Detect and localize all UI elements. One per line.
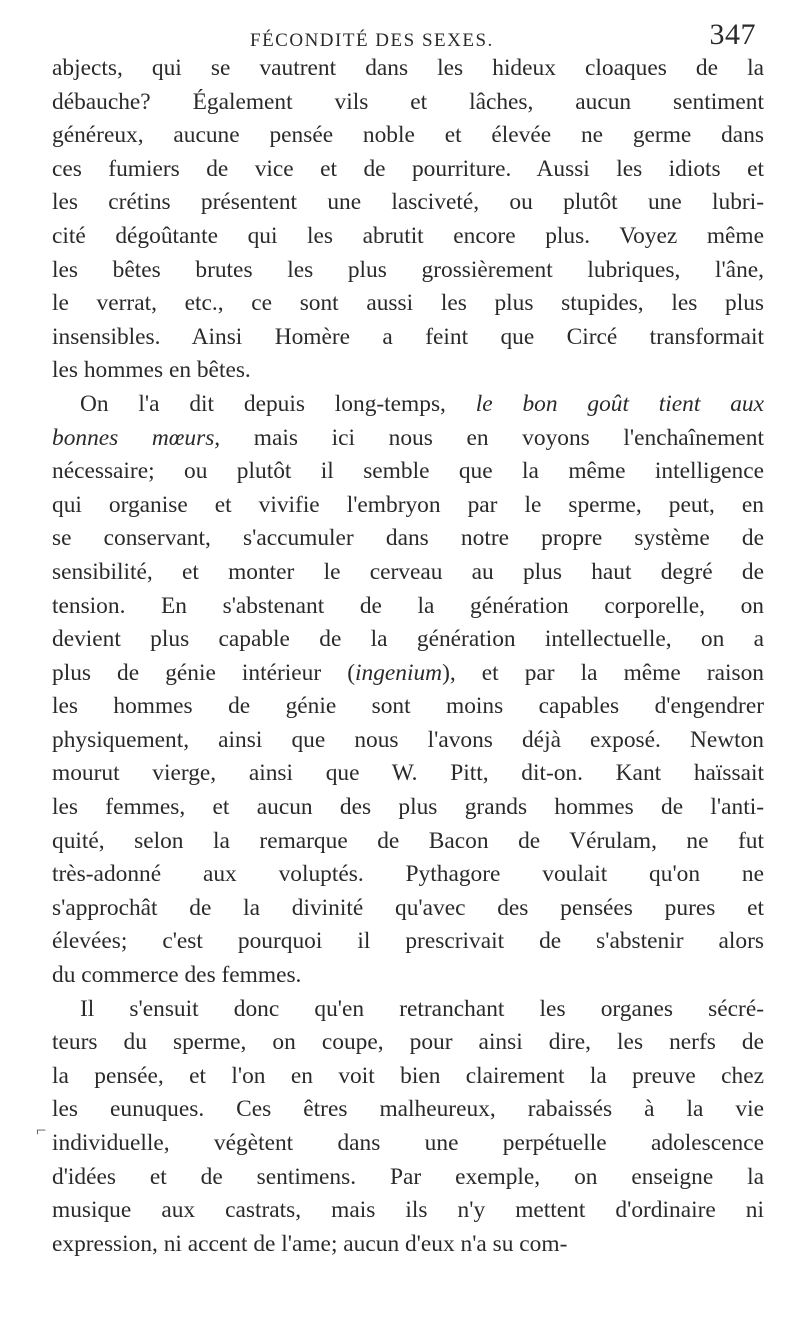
text-segment: ), et par la même raison xyxy=(442,659,764,686)
text-line: individuelle, végètent dans une perpétuelle adolescence xyxy=(52,1130,764,1156)
text-line: expression, ni accent de l'ame; aucun d'eux n'a su com- xyxy=(52,1230,568,1257)
text-line: teurs du sperme, on coupe, pour ainsi dire, les nerfs de xyxy=(52,1029,764,1056)
text-line: les eunuques. Ces êtres malheureux, rabaissés à la vie xyxy=(52,1096,764,1123)
text-line: ces fumiers de vice et de pourriture. Aussi les idiots et xyxy=(52,155,764,182)
text-line: le verrat, etc., ce sont aussi les plus stupides, les plus xyxy=(52,290,764,317)
text-line: Il s'ensuit donc qu'en retranchant les organes sécré- xyxy=(80,995,764,1022)
text-segment: mais ici nous en voyons l'enchaînement xyxy=(220,424,764,451)
text-line: mourut vierge, ainsi que W. Pitt, dit-on. Kant haïssait xyxy=(52,760,764,787)
text-line xyxy=(52,657,764,691)
text-segment: On l'a dit depuis long-temps, xyxy=(80,390,476,417)
text-line: cité dégoûtante qui les abrutit encore plus. Voyez même xyxy=(52,222,764,249)
text-line: insensibles. Ainsi Homère a feint que Circé transformait xyxy=(52,323,764,350)
margin-mark: ⌐ xyxy=(36,1120,47,1140)
body-text xyxy=(52,52,764,1261)
text-line: s'approchât de la divinité qu'avec des pensées pures et xyxy=(52,894,764,921)
text-line: d'idées et de sentimens. Par exemple, on enseigne la xyxy=(52,1163,764,1190)
text-line: musique aux castrats, mais ils n'y mettent d'ordinaire ni xyxy=(52,1197,764,1224)
text-line: débauche? Également vils et lâches, aucun sentiment xyxy=(52,88,764,115)
page-header xyxy=(0,8,800,50)
italic-text: le bon goût tient aux xyxy=(475,390,764,417)
text-line: devient plus capable de la génération intellectuelle, on a xyxy=(52,626,764,653)
text-line: physiquement, ainsi que nous l'avons déjà exposé. Newton xyxy=(52,726,764,753)
text-line: quité, selon la remarque de Bacon de Vérulam, ne fut xyxy=(52,827,764,854)
text-line: se conservant, s'accumuler dans notre propre système de xyxy=(52,525,764,552)
text-line: les hommes en bêtes. xyxy=(52,357,251,384)
text-line: les bêtes brutes les plus grossièrement lubriques, l'âne, xyxy=(52,256,764,283)
text-line: les crétins présentent une lasciveté, ou plutôt une lubri- xyxy=(52,189,764,216)
text-line: élevées; c'est pourquoi il prescrivait de s'abstenir alors xyxy=(52,928,764,955)
running-head: FÉCONDITÉ DES SEXES. xyxy=(250,30,494,51)
text-segment: plus de génie intérieur ( xyxy=(52,659,356,686)
text-line: tension. En s'abstenant de la génération corporelle, on xyxy=(52,592,764,619)
text-line xyxy=(52,388,764,422)
text-line: qui organise et vivifie l'embryon par le sperme, peut, en xyxy=(52,491,764,518)
text-line: les hommes de génie sont moins capables d'engendrer xyxy=(52,693,764,720)
text-line: très-adonné aux voluptés. Pythagore voulait qu'on ne xyxy=(52,861,764,888)
page-number: 347 xyxy=(709,18,756,51)
text-line: la pensée, et l'on en voit bien clairement la preuve chez xyxy=(52,1062,764,1089)
italic-text: bonnes mœurs, xyxy=(52,424,221,451)
text-line: les femmes, et aucun des plus grands hommes de l'anti- xyxy=(52,794,764,821)
text-line xyxy=(52,422,764,456)
italic-text: ingenium xyxy=(355,659,443,686)
text-line: abjects, qui se vautrent dans les hideux cloaques de la xyxy=(52,55,764,81)
text-line: sensibilité, et monter le cerveau au plus haut degré de xyxy=(52,558,764,585)
text-line: nécessaire; ou plutôt il semble que la même intelligence xyxy=(52,458,764,485)
text-line: généreux, aucune pensée noble et élevée ne germe dans xyxy=(52,122,764,149)
text-line: du commerce des femmes. xyxy=(52,962,302,989)
